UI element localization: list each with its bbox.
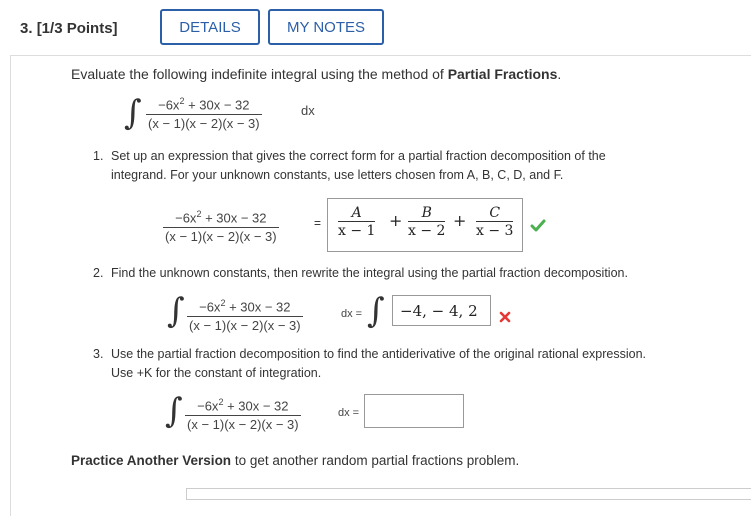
practice-text: Practice Another Version to get another random partial fractions problem.: [71, 453, 520, 468]
integral-sign: ∫: [367, 291, 385, 331]
step3-answer-input[interactable]: [364, 394, 464, 428]
partial-fraction-c: C x − 3: [476, 205, 514, 239]
partial-fraction-b: B x − 2: [408, 205, 446, 239]
step2-text: Find the unknown constants, then rewrite the integral using the partial fraction decomposition.: [111, 266, 628, 280]
practice-another-version-link[interactable]: Practice Another Version: [71, 453, 232, 468]
step3-integrand-fraction: $\frac{-6x^2 + 30x - 32}{(x - 1)(x - 2)(x - 3)}$: [187, 397, 299, 433]
points-label: [1/3 Points]: [36, 20, 118, 37]
step1-integrand-fraction: $\frac{-6x^2 + 30x - 32}{(x - 1)(x - 2)(x - 3)}$: [165, 209, 277, 245]
step1-label: 1.: [93, 149, 104, 163]
integrand-fraction: $\frac{-6x^2 + 30x - 32}{(x - 1)(x - 2)(x - 3)}$: [148, 96, 260, 132]
step2-answer-input[interactable]: −4, − 4, 2: [392, 295, 491, 326]
step2-label: 2.: [93, 266, 104, 280]
prompt-text: Evaluate the following indefinite integral using the method of Partial Fractions.: [71, 66, 562, 82]
step2-integrand-fraction: $\frac{-6x^2 + 30x - 32}{(x - 1)(x - 2)(x - 3)}$: [189, 298, 301, 334]
question-panel: [10, 55, 751, 516]
step1-text: Set up an expression that gives the correct form for a partial fraction decomposition of the integrand. For your unknown constants, use letters chosen from A, B, C, D, and F.: [111, 149, 606, 182]
integral-sign: ∫: [167, 291, 185, 331]
my-notes-button[interactable]: MY NOTES: [268, 9, 384, 45]
checkmark-icon: [530, 219, 546, 233]
partial-fraction-a: A x − 1: [338, 205, 376, 239]
dx-equals-label: dx =: [341, 308, 363, 320]
step3-text: Use the partial fraction decomposition to find the antiderivative of the original rational expression. Use +K for the constant of integration.: [111, 347, 647, 380]
cross-icon: [499, 311, 511, 323]
integral-sign: ∫: [124, 93, 142, 133]
details-button[interactable]: DETAILS: [160, 9, 260, 45]
question-number: 3. [1/3 Points]: [20, 20, 118, 37]
plus-sign: +: [389, 211, 403, 230]
step1-equals: =: [314, 216, 322, 230]
integral-sign: ∫: [165, 391, 183, 431]
dx-label: dx: [301, 103, 315, 118]
step3-label: 3.: [93, 347, 104, 361]
step1-answer-box[interactable]: [327, 198, 523, 252]
dx-equals-label: dx =: [338, 407, 360, 419]
bottom-panel-edge: [186, 488, 751, 500]
plus-sign: +: [453, 211, 467, 230]
